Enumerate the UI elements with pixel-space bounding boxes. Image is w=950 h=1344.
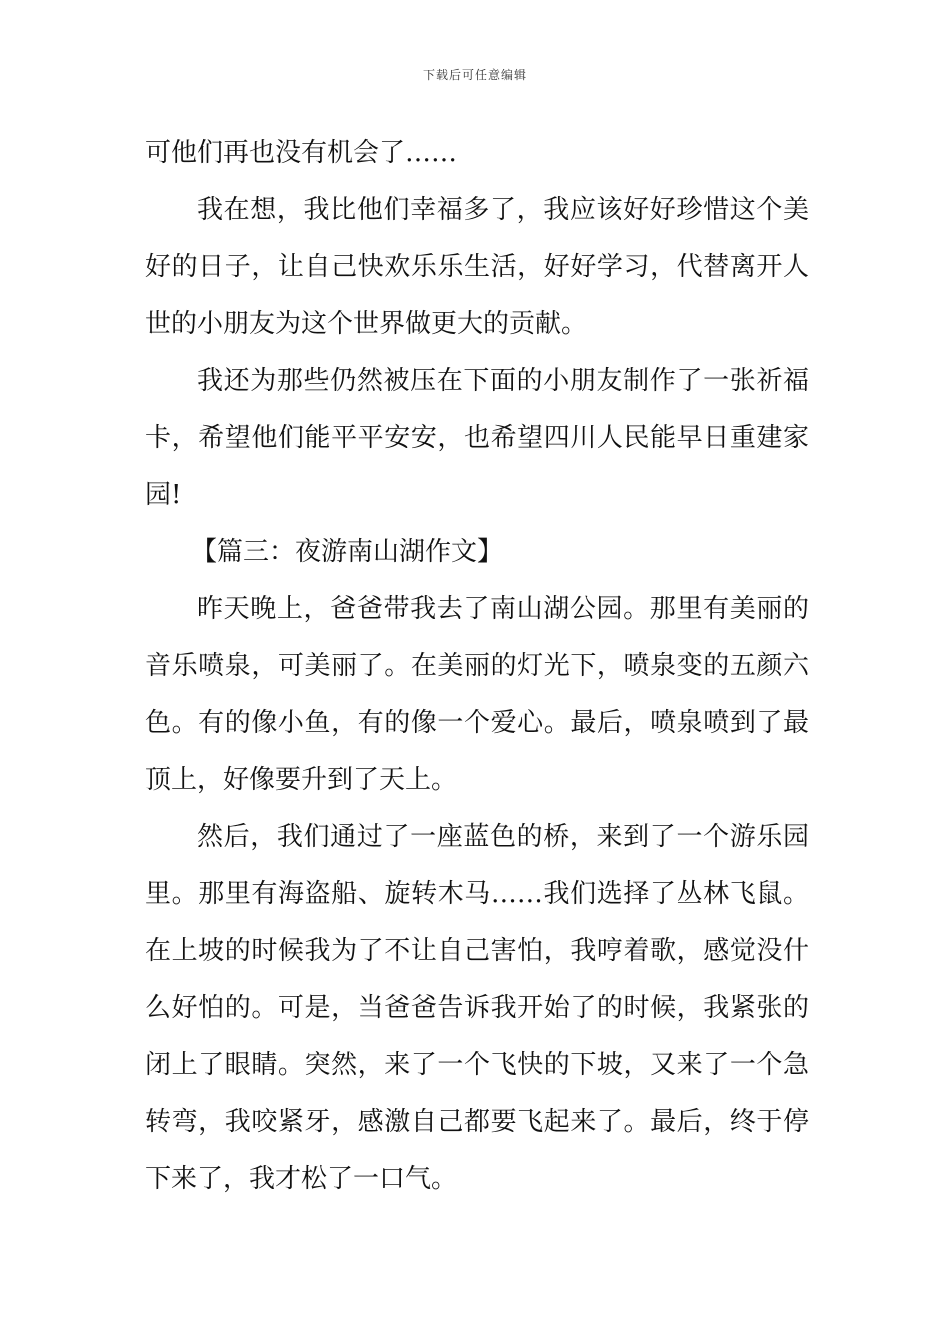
paragraph-amusement-park: 然后，我们通过了一座蓝色的桥，来到了一个游乐园里。那里有海盗船、旋转木马……我们选择了丛林飞鼠。在上坡的时候我为了不让自己害怕，我哼着歌，感觉没什么好怕的。可是，当爸爸告诉我开始了的时候，我紧张的闭上了眼睛。突然，来了一个飞快的下坡，又来了一个急转弯，我咬紧牙，感激自己都要飞起来了。最后，终于停下来了，我才松了一口气。 — [145, 822, 809, 1194]
paragraph-cherish: 我在想，我比他们幸福多了，我应该好好珍惜这个美好的日子，让自己快欢乐乐生活，好好学习，代替离开人世的小朋友为这个世界做更大的贡献。 — [145, 195, 809, 339]
paragraph-blessing-card: 我还为那些仍然被压在下面的小朋友制作了一张祈福卡，希望他们能平平安安，也希望四川人民能早日重建家园! — [145, 366, 809, 510]
section-title: 【篇三：夜游南山湖作文】 — [191, 537, 504, 567]
paragraph-continuation: 可他们再也没有机会了…… — [145, 138, 458, 168]
header-note: 下载后可任意编辑 — [422, 68, 527, 82]
paragraph-fountain: 昨天晚上，爸爸带我去了南山湖公园。那里有美丽的音乐喷泉，可美丽了。在美丽的灯光下，喷泉变的五颜六色。有的像小鱼，有的像一个爱心。最后，喷泉喷到了最顶上，好像要升到了天上。 — [145, 594, 809, 795]
body-text — [145, 125, 809, 1208]
